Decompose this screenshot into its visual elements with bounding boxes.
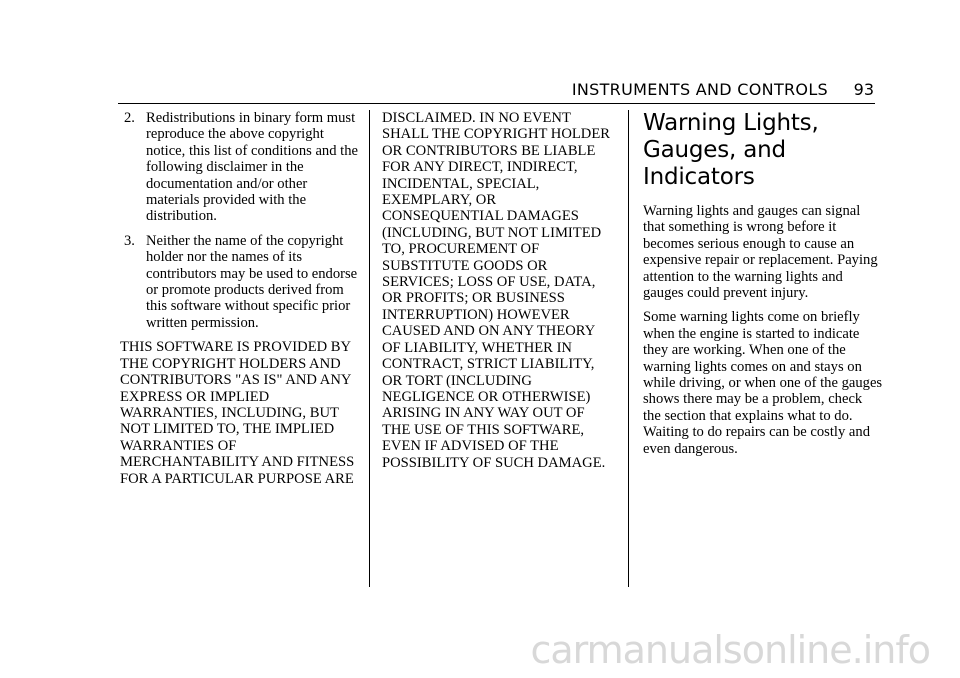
page-header <box>0 0 960 110</box>
header-rule <box>118 103 875 104</box>
watermark <box>0 618 960 678</box>
disclaimer-continuation: DISCLAIMED. IN NO EVENT SHALL THE COPYRIGHT HOLDER OR CONTRIBUTORS BE LIABLE FOR ANY DIRECT, INDIRECT, INCIDENTAL, SPECIAL, EXEMPLARY, OR CONSEQUENTIAL DAMAGES (INCLUDING, BUT NOT LIMITED TO, PROCUREMENT OF SUBSTITUTE GOODS OR SERVICES; LOSS OF USE, DATA, OR PROFITS; OR BUSINESS INTERRUPTION) HOWEVER CAUSED AND ON ANY THEORY OF LIABILITY, WHETHER IN CONTRACT, STRICT LIABILITY, OR TORT (INCLUDING NEGLIGENCE OR OTHERWISE) ARISING IN ANY WAY OUT OF THE USE OF THIS SOFTWARE, EVEN IF ADVISED OF THE POSSIBILITY OF SUCH DAMAGE. <box>382 110 610 471</box>
body-paragraph: Some warning lights come on briefly when the engine is started to indicate they are working. When one of the warning lights comes on and stays on while driving, or when one of the gauges shows there may be a problem, check the section that explains what to do. Waiting to do repairs can be costly and even dangerous. <box>643 309 883 457</box>
column-3 <box>643 110 883 465</box>
list-item <box>120 233 362 331</box>
disclaimer-paragraph: THIS SOFTWARE IS PROVIDED BY THE COPYRIGHT HOLDERS AND CONTRIBUTORS "AS IS" AND ANY EXPRESS OR IMPLIED WARRANTIES, INCLUDING, BUT NOT LIMITED TO, THE IMPLIED WARRANTIES OF MERCHANTABILITY AND FITNESS FOR A PARTICULAR PURPOSE ARE <box>120 339 355 487</box>
column-2 <box>382 110 616 471</box>
list-item-text: Neither the name of the copyright holder nor the names of its contributors may be used to endorse or promote products derived from this software without specific prior written permission. <box>146 232 358 331</box>
list-item-number: 3. <box>124 232 135 249</box>
list-item <box>120 110 362 225</box>
list-item-text: Redistributions in binary form must reproduce the above copyright notice, this list of conditions and the following disclaimer in the documentation and/or other materials provided with the distribution. <box>146 110 358 225</box>
watermark-text: carmanualsonline.info <box>530 628 930 672</box>
page-number: 93 <box>853 80 874 99</box>
list-item-number: 2. <box>124 110 135 126</box>
column-divider <box>628 110 629 587</box>
body-paragraph: Warning lights and gauges can signal that something is wrong before it becomes serious enough to cause an expensive repair or replacement. Paying attention to the warning lights and gauges could prevent injury. <box>643 203 878 302</box>
license-conditions-list <box>120 110 362 331</box>
column-divider <box>369 110 370 587</box>
section-heading: Warning Lights, Gauges, and Indicators <box>643 110 819 190</box>
section-title: INSTRUMENTS AND CONTROLS <box>571 80 828 99</box>
column-1 <box>120 110 362 487</box>
